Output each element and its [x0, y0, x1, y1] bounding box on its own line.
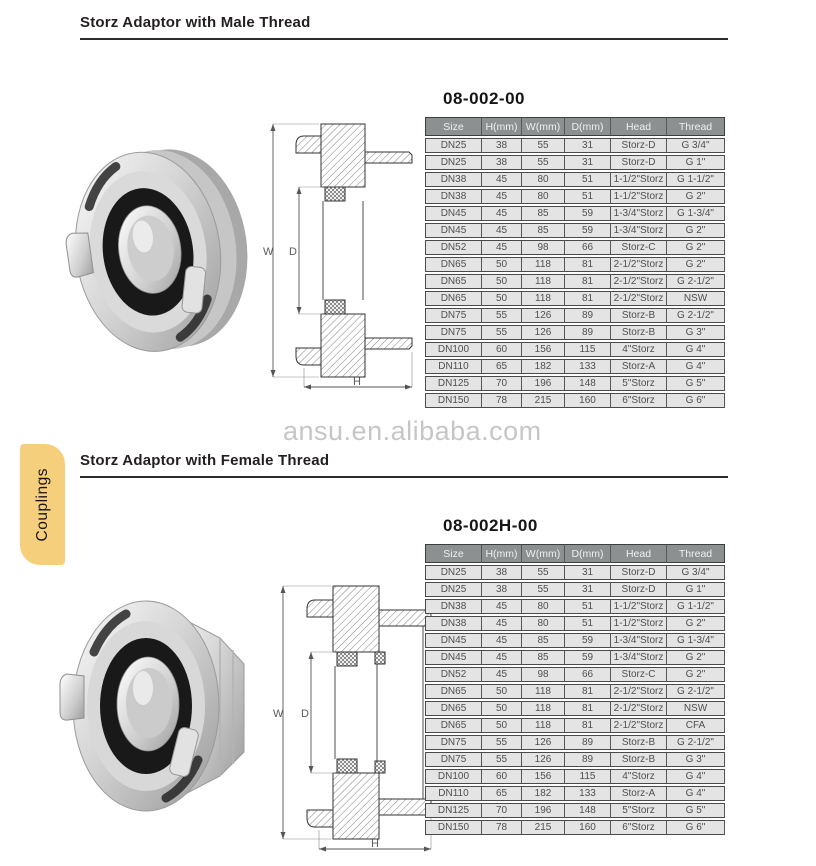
table-cell: DN75	[425, 308, 482, 323]
table-cell: 85	[522, 206, 565, 221]
table-cell: G 5"	[667, 376, 725, 391]
table-cell: 118	[522, 701, 565, 716]
table-cell: 50	[482, 291, 522, 306]
table-row	[425, 206, 725, 221]
table-cell: G 2"	[667, 189, 725, 204]
table-cell: 66	[565, 667, 611, 682]
table-cell: G 2"	[667, 257, 725, 272]
table-cell: 65	[482, 359, 522, 374]
table-cell: 4"Storz	[611, 342, 667, 357]
table-cell: 156	[522, 769, 565, 784]
table-cell: 6"Storz	[611, 820, 667, 835]
table-cell: 55	[522, 138, 565, 153]
section-title-female: Storz Adaptor with Female Thread	[80, 452, 728, 478]
table-row	[425, 650, 725, 665]
table-cell: 81	[565, 291, 611, 306]
column-header: Size	[425, 544, 482, 563]
dim-label-h: H	[353, 376, 361, 388]
column-header: D(mm)	[565, 544, 611, 563]
table-row	[425, 701, 725, 716]
table-cell: 45	[482, 616, 522, 631]
section-title-male: Storz Adaptor with Male Thread	[80, 14, 728, 40]
table-cell: G 1-3/4"	[667, 633, 725, 648]
table-cell: 38	[482, 582, 522, 597]
table-cell: 81	[565, 684, 611, 699]
table-cell: Storz-C	[611, 667, 667, 682]
table-cell: 1-1/2"Storz	[611, 616, 667, 631]
table-cell: DN25	[425, 565, 482, 580]
table-cell: 89	[565, 308, 611, 323]
table-cell: DN52	[425, 240, 482, 255]
table-cell: DN45	[425, 633, 482, 648]
table-cell: 70	[482, 376, 522, 391]
table-cell: 115	[565, 769, 611, 784]
header-row	[425, 544, 725, 563]
table-cell: G 6"	[667, 820, 725, 835]
table-cell: 1-3/4"Storz	[611, 633, 667, 648]
table-cell: 1-1/2"Storz	[611, 189, 667, 204]
table-cell: G 3"	[667, 325, 725, 340]
table-cell: 1-3/4"Storz	[611, 223, 667, 238]
table-cell: 118	[522, 684, 565, 699]
table-cell: 65	[482, 786, 522, 801]
table-row	[425, 138, 725, 153]
female-adaptor-drawing	[253, 570, 438, 855]
table-cell: 126	[522, 308, 565, 323]
dim-label-w: W	[273, 708, 284, 720]
table-cell: 31	[565, 582, 611, 597]
table-cell: 89	[565, 752, 611, 767]
sidebar-tab-couplings[interactable]	[20, 444, 65, 565]
dim-label-d: D	[301, 708, 309, 720]
table-cell: 50	[482, 257, 522, 272]
table-cell: 45	[482, 633, 522, 648]
table-cell: DN45	[425, 650, 482, 665]
table-cell: 55	[522, 565, 565, 580]
table-row	[425, 155, 725, 170]
table-row	[425, 667, 725, 682]
column-header: W(mm)	[522, 544, 565, 563]
table-row	[425, 684, 725, 699]
sidebar-tab-label: Couplings	[33, 467, 51, 542]
table-cell: 31	[565, 565, 611, 580]
table-cell: 81	[565, 701, 611, 716]
table-cell: Storz-B	[611, 325, 667, 340]
table-cell: CFA	[667, 718, 725, 733]
table-cell: 126	[522, 735, 565, 750]
table-cell: G 2"	[667, 667, 725, 682]
column-header: Head	[611, 544, 667, 563]
table-cell: G 3/4"	[667, 138, 725, 153]
table-cell: 80	[522, 189, 565, 204]
table-cell: 59	[565, 206, 611, 221]
spec-table-female	[425, 542, 725, 837]
table-cell: 38	[482, 565, 522, 580]
table-row	[425, 735, 725, 750]
table-cell: 215	[522, 393, 565, 408]
table-cell: 1-1/2"Storz	[611, 172, 667, 187]
table-cell: G 1-3/4"	[667, 206, 725, 221]
table-cell: 45	[482, 206, 522, 221]
table-cell: Storz-A	[611, 359, 667, 374]
table-cell: 55	[522, 582, 565, 597]
column-header: Size	[425, 117, 482, 136]
table-cell: DN25	[425, 138, 482, 153]
table-cell: 55	[482, 325, 522, 340]
table-row	[425, 359, 725, 374]
table-cell: G 2-1/2"	[667, 274, 725, 289]
table-cell: 51	[565, 616, 611, 631]
table-cell: DN110	[425, 359, 482, 374]
table-cell: 160	[565, 393, 611, 408]
table-cell: 215	[522, 820, 565, 835]
table-cell: 51	[565, 599, 611, 614]
table-cell: 51	[565, 172, 611, 187]
table-cell: 59	[565, 650, 611, 665]
table-cell: DN150	[425, 393, 482, 408]
table-row	[425, 803, 725, 818]
table-cell: 2-1/2"Storz	[611, 684, 667, 699]
table-cell: DN65	[425, 274, 482, 289]
table-cell: 98	[522, 667, 565, 682]
table-cell: 50	[482, 274, 522, 289]
male-adaptor-photo	[58, 122, 250, 380]
column-header: Thread	[667, 544, 725, 563]
table-row	[425, 376, 725, 391]
table-cell: 2-1/2"Storz	[611, 291, 667, 306]
table-cell: 45	[482, 650, 522, 665]
spec-table-male	[425, 115, 725, 410]
table-row	[425, 616, 725, 631]
table-cell: G 3/4"	[667, 565, 725, 580]
table-cell: DN25	[425, 582, 482, 597]
table-row	[425, 820, 725, 835]
table-cell: 80	[522, 599, 565, 614]
table-cell: Storz-D	[611, 138, 667, 153]
table-cell: 81	[565, 257, 611, 272]
table-cell: DN38	[425, 616, 482, 631]
spec-table-male-wrap	[425, 115, 725, 410]
column-header: H(mm)	[482, 544, 522, 563]
table-cell: DN100	[425, 342, 482, 357]
table-cell: 133	[565, 786, 611, 801]
table-cell: 45	[482, 189, 522, 204]
table-cell: 45	[482, 240, 522, 255]
table-cell: 118	[522, 274, 565, 289]
table-cell: G 4"	[667, 342, 725, 357]
table-row	[425, 308, 725, 323]
table-cell: 118	[522, 718, 565, 733]
table-cell: 31	[565, 155, 611, 170]
table-cell: DN38	[425, 172, 482, 187]
table-cell: G 5"	[667, 803, 725, 818]
table-row	[425, 342, 725, 357]
table-cell: DN65	[425, 291, 482, 306]
table-cell: 196	[522, 376, 565, 391]
dim-label-h: H	[371, 838, 379, 850]
table-cell: 2-1/2"Storz	[611, 257, 667, 272]
female-adaptor-photo	[48, 566, 263, 838]
table-row	[425, 582, 725, 597]
table-cell: 38	[482, 155, 522, 170]
table-cell: G 1"	[667, 155, 725, 170]
column-header: W(mm)	[522, 117, 565, 136]
table-cell: 85	[522, 223, 565, 238]
table-cell: DN110	[425, 786, 482, 801]
table-cell: 85	[522, 650, 565, 665]
table-cell: 2-1/2"Storz	[611, 718, 667, 733]
table-cell: 55	[482, 752, 522, 767]
table-cell: G 2"	[667, 650, 725, 665]
table-cell: 2-1/2"Storz	[611, 701, 667, 716]
table-cell: 51	[565, 189, 611, 204]
table-cell: DN38	[425, 599, 482, 614]
table-cell: DN45	[425, 223, 482, 238]
table-cell: G 6"	[667, 393, 725, 408]
table-cell: 182	[522, 786, 565, 801]
table-cell: 45	[482, 223, 522, 238]
table-cell: 182	[522, 359, 565, 374]
table-row	[425, 599, 725, 614]
table-cell: Storz-D	[611, 582, 667, 597]
table-cell: Storz-C	[611, 240, 667, 255]
dim-label-w: W	[263, 246, 274, 258]
table-cell: 59	[565, 223, 611, 238]
table-cell: G 1-1/2"	[667, 599, 725, 614]
column-header: D(mm)	[565, 117, 611, 136]
table-row	[425, 393, 725, 408]
table-cell: DN75	[425, 752, 482, 767]
table-cell: 50	[482, 684, 522, 699]
table-cell: Storz-D	[611, 155, 667, 170]
table-cell: 4"Storz	[611, 769, 667, 784]
table-cell: 78	[482, 393, 522, 408]
table-cell: Storz-D	[611, 565, 667, 580]
spec-table-female-wrap	[425, 542, 725, 837]
table-cell: 60	[482, 769, 522, 784]
dim-label-d: D	[289, 246, 297, 258]
table-cell: Storz-A	[611, 786, 667, 801]
table-cell: DN125	[425, 803, 482, 818]
table-cell: DN150	[425, 820, 482, 835]
table-cell: G 2"	[667, 616, 725, 631]
watermark: ansu.en.alibaba.com	[283, 416, 542, 446]
table-cell: 1-3/4"Storz	[611, 650, 667, 665]
table-cell: 1-3/4"Storz	[611, 206, 667, 221]
table-cell: DN38	[425, 189, 482, 204]
product-code-female: 08-002H-00	[443, 516, 538, 535]
table-cell: NSW	[667, 291, 725, 306]
table-cell: 5"Storz	[611, 376, 667, 391]
table-row	[425, 786, 725, 801]
male-adaptor-drawing	[243, 108, 423, 393]
table-cell: 55	[522, 155, 565, 170]
table-cell: 133	[565, 359, 611, 374]
header-row	[425, 117, 725, 136]
product-code-male: 08-002-00	[443, 89, 526, 108]
table-cell: DN75	[425, 325, 482, 340]
table-cell: 196	[522, 803, 565, 818]
table-cell: 126	[522, 325, 565, 340]
table-cell: 85	[522, 633, 565, 648]
column-header: H(mm)	[482, 117, 522, 136]
table-cell: Storz-B	[611, 752, 667, 767]
table-cell: DN65	[425, 257, 482, 272]
table-cell: NSW	[667, 701, 725, 716]
table-cell: G 4"	[667, 359, 725, 374]
table-cell: DN65	[425, 684, 482, 699]
table-row	[425, 769, 725, 784]
table-cell: 89	[565, 325, 611, 340]
table-cell: DN65	[425, 718, 482, 733]
table-cell: 31	[565, 138, 611, 153]
table-row	[425, 172, 725, 187]
table-row	[425, 291, 725, 306]
column-header: Thread	[667, 117, 725, 136]
table-cell: 50	[482, 701, 522, 716]
table-cell: DN45	[425, 206, 482, 221]
table-cell: G 1"	[667, 582, 725, 597]
table-cell: Storz-B	[611, 735, 667, 750]
table-cell: 5"Storz	[611, 803, 667, 818]
table-row	[425, 274, 725, 289]
table-cell: DN25	[425, 155, 482, 170]
table-row	[425, 325, 725, 340]
table-cell: G 2-1/2"	[667, 735, 725, 750]
table-cell: 50	[482, 718, 522, 733]
table-cell: 81	[565, 718, 611, 733]
table-row	[425, 240, 725, 255]
table-cell: G 4"	[667, 786, 725, 801]
table-cell: G 1-1/2"	[667, 172, 725, 187]
table-row	[425, 752, 725, 767]
table-cell: DN125	[425, 376, 482, 391]
table-row	[425, 633, 725, 648]
table-cell: 78	[482, 820, 522, 835]
table-row	[425, 257, 725, 272]
table-cell: G 3"	[667, 752, 725, 767]
table-cell: 80	[522, 616, 565, 631]
table-cell: G 2-1/2"	[667, 308, 725, 323]
table-cell: 80	[522, 172, 565, 187]
table-cell: 38	[482, 138, 522, 153]
column-header: Head	[611, 117, 667, 136]
table-cell: 1-1/2"Storz	[611, 599, 667, 614]
table-cell: DN75	[425, 735, 482, 750]
table-cell: 45	[482, 599, 522, 614]
table-cell: 89	[565, 735, 611, 750]
table-cell: 59	[565, 633, 611, 648]
table-cell: DN52	[425, 667, 482, 682]
table-cell: 160	[565, 820, 611, 835]
table-cell: 60	[482, 342, 522, 357]
table-cell: 126	[522, 752, 565, 767]
table-cell: 115	[565, 342, 611, 357]
table-cell: G 4"	[667, 769, 725, 784]
table-cell: 118	[522, 291, 565, 306]
table-cell: 148	[565, 803, 611, 818]
table-cell: 70	[482, 803, 522, 818]
table-cell: 55	[482, 735, 522, 750]
table-cell: 6"Storz	[611, 393, 667, 408]
table-cell: 98	[522, 240, 565, 255]
table-row	[425, 718, 725, 733]
table-cell: DN65	[425, 701, 482, 716]
table-cell: G 2"	[667, 223, 725, 238]
table-cell: G 2"	[667, 240, 725, 255]
table-cell: 148	[565, 376, 611, 391]
table-cell: 2-1/2"Storz	[611, 274, 667, 289]
table-cell: 45	[482, 667, 522, 682]
table-row	[425, 189, 725, 204]
table-row	[425, 223, 725, 238]
table-cell: 45	[482, 172, 522, 187]
table-cell: Storz-B	[611, 308, 667, 323]
table-cell: G 2-1/2"	[667, 684, 725, 699]
table-cell: 118	[522, 257, 565, 272]
table-cell: 66	[565, 240, 611, 255]
table-cell: DN100	[425, 769, 482, 784]
table-cell: 81	[565, 274, 611, 289]
table-cell: 55	[482, 308, 522, 323]
table-row	[425, 565, 725, 580]
table-cell: 156	[522, 342, 565, 357]
